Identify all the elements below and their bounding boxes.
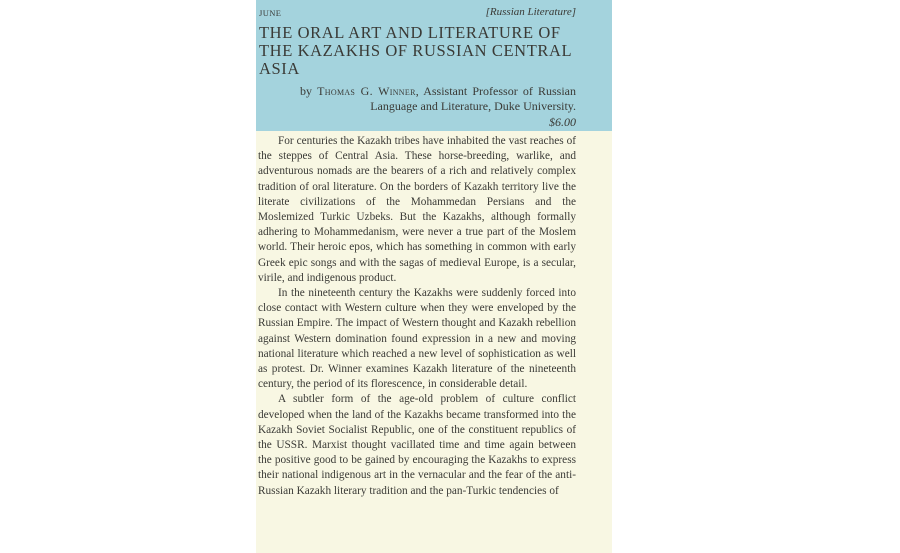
byline-by: by — [300, 84, 312, 98]
catalog-page — [256, 0, 612, 553]
running-head-month: JUNE — [259, 8, 282, 18]
running-head-section: [Russian Literature] — [485, 6, 576, 18]
book-price: $6.00 — [549, 115, 576, 129]
description-paragraph: In the nineteenth century the Kazakhs were suddenly forced into close contact with Western culture when they were enveloped by the Russian Empire. The impact of Western thought and Kazakh rebellion against Western domination found expression in a new and moving national literature which reached a new level of sophistication as well as protest. Dr. Winner examines Kazakh literature of the nineteenth century, the period of its florescence, in considerable detail. — [258, 287, 576, 391]
author-name: Thomas G. Winner — [317, 84, 416, 98]
highlighted-entry-header — [256, 0, 612, 131]
description-paragraph: For centuries the Kazakh tribes have inhabited the vast reaches of the steppes of Central Asia. These horse-breeding, warlike, and adventurous nomads are the bearers of a rich and relatively complex tradition of oral literature. On the borders of Kazakh territory live the literate civilizations of the Mohammedan Persians and the Moslemized Turkic Uzbeks. But the Kazakhs, although formally adhering to Mohammedanism, were never a true part of the Moslem world. Their heroic epos, which has something in common with early Greek epic songs and with the sagas of medieval Europe, is a secular, virile, and indigenous product. — [258, 135, 576, 284]
running-head — [259, 6, 576, 20]
book-title: THE ORAL ART AND LITERATURE OF THE KAZAKHS OF RUSSIAN CENTRAL ASIA — [259, 23, 572, 78]
byline — [300, 84, 576, 114]
description-body — [258, 134, 576, 499]
description-paragraph: A subtler form of the age-old problem of culture conflict developed when the land of the Kazakhs became transformed into the Kazakh Soviet Socialist Republic, one of the constituent republics of the USSR. Marxist thought vacillated time and time again between the positive good to be gained by encouraging the Kazakhs to express their national indigenous art in the vernacular and the fear of the anti-Russian Kazakh literary tradition and the pan-Turkic tendencies of — [258, 393, 576, 497]
author-affiliation: , Assistant Professor of Russian Language and Literature, Duke University. — [370, 84, 577, 113]
